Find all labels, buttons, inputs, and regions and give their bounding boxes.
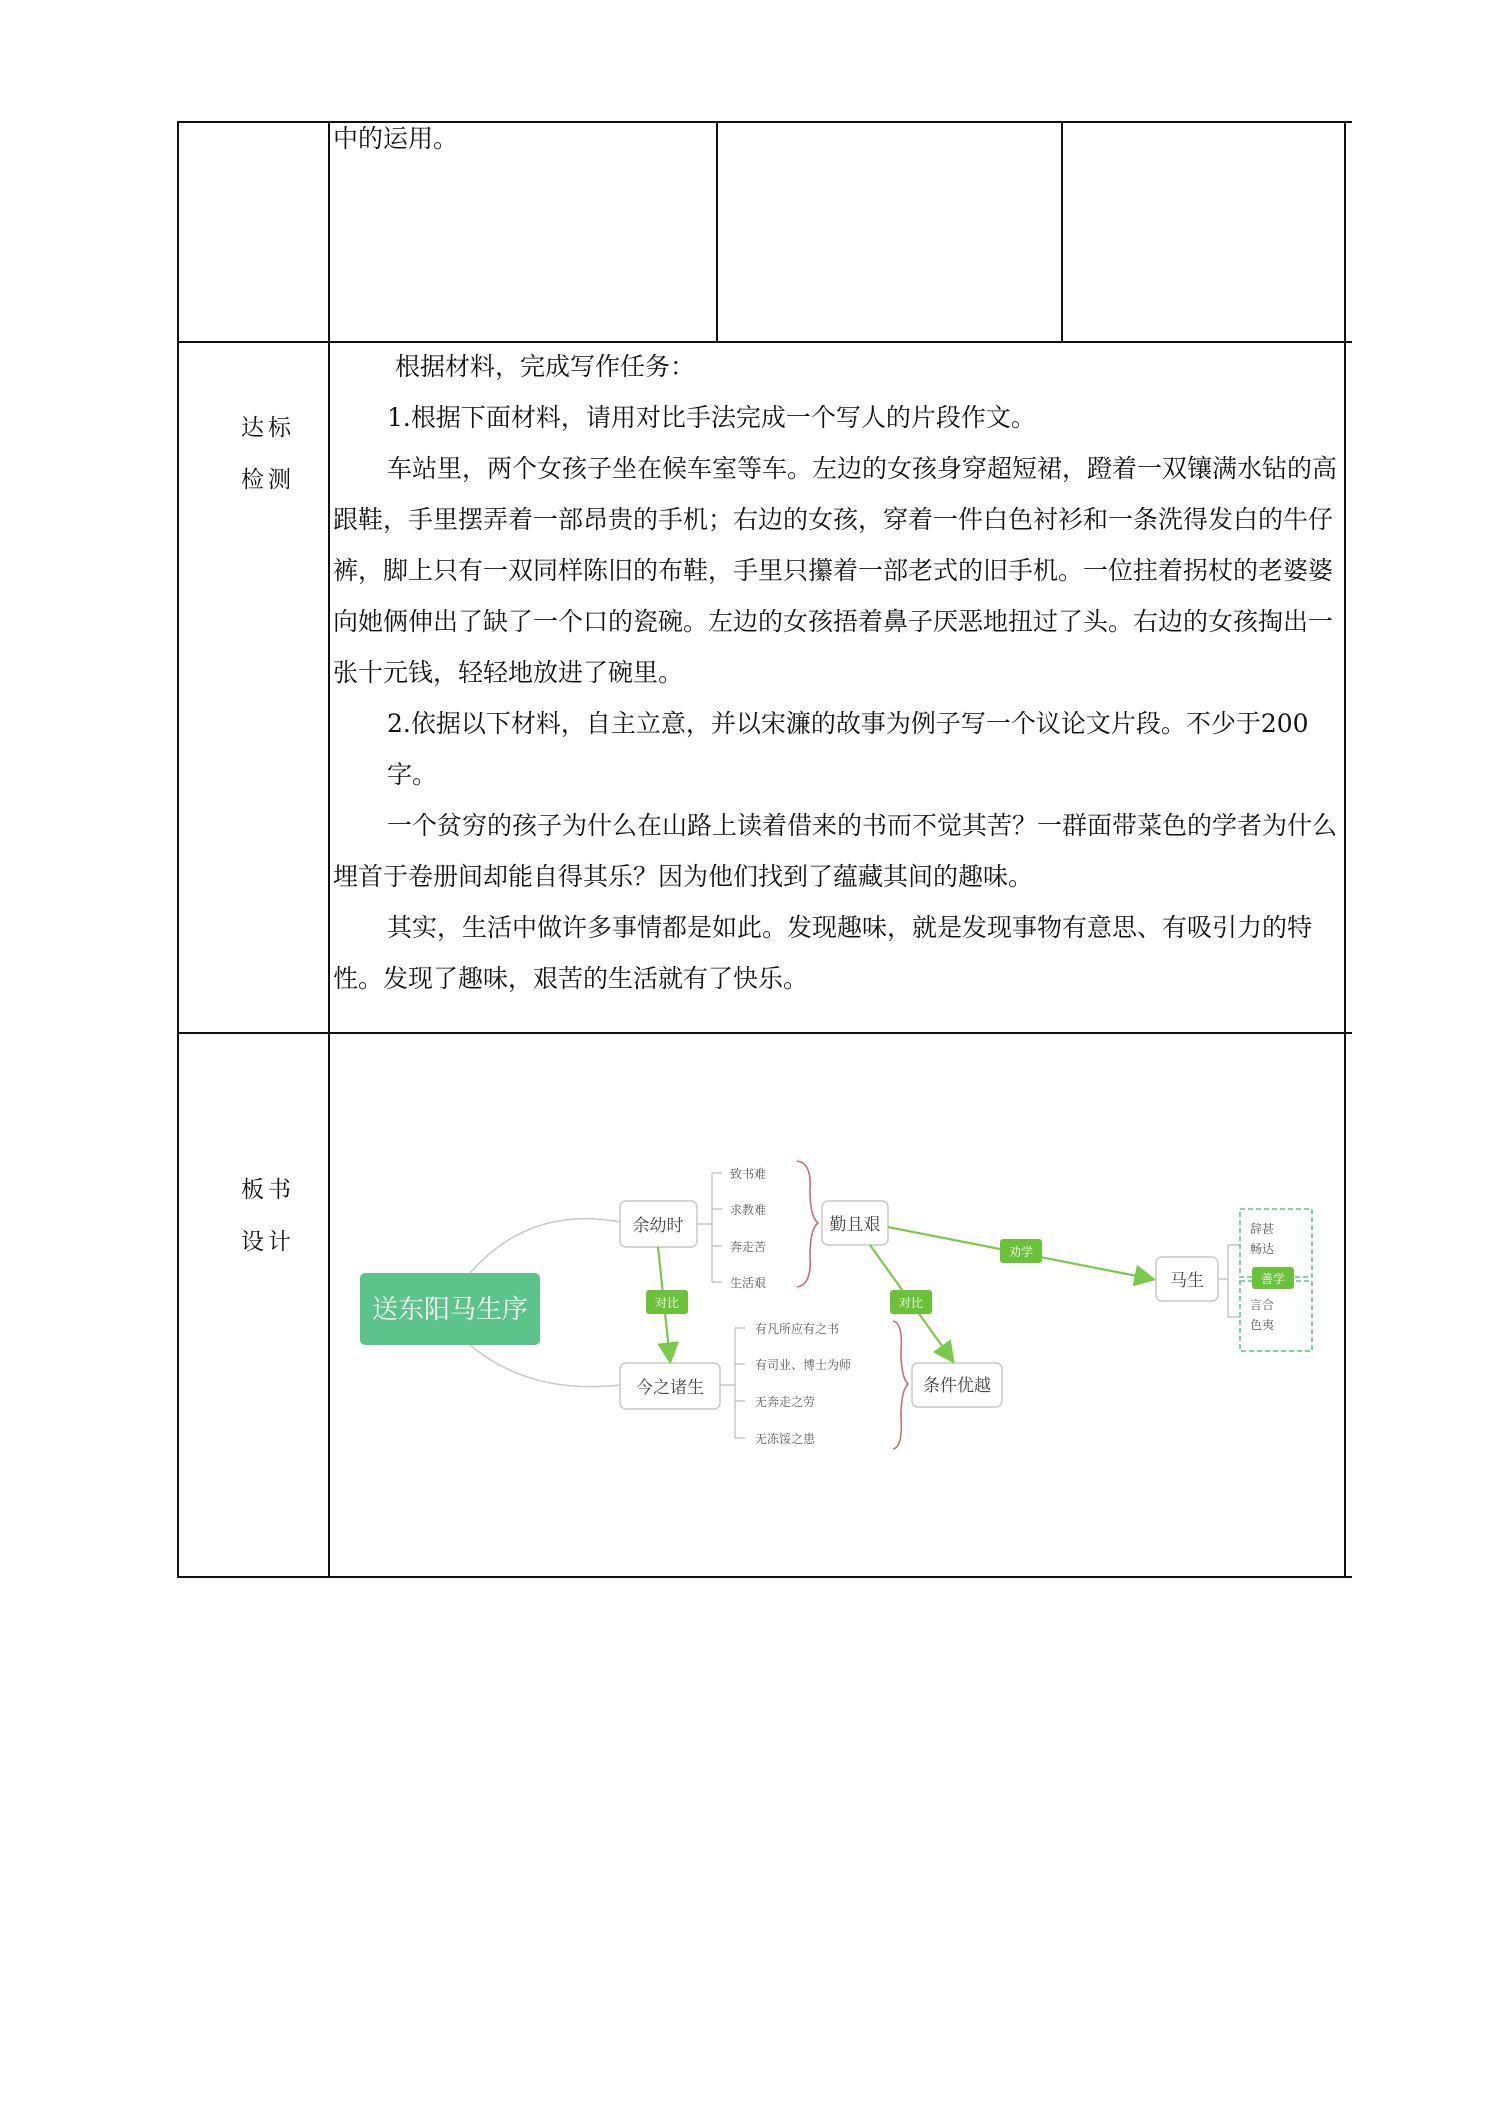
now-brace (893, 1321, 908, 1449)
past-brace (797, 1161, 818, 1287)
table-left-border (177, 121, 179, 1578)
past-items-connector (697, 1173, 722, 1282)
check-label-line1: 达标 (241, 415, 295, 441)
past-item-1: 致书难 (730, 1167, 767, 1181)
exhort-tag-label: 劝学 (1008, 1245, 1034, 1259)
contrast-tag-2-label: 对比 (898, 1296, 924, 1310)
task2-para1: 一个贫穷的孩子为什么在山路上读着借来的书而不觉其苦？一群面带菜色的学者为什么埋首于卷册间却能自得其乐？因为他们找到了蕴藏其间的趣味。 (333, 811, 1338, 891)
root-to-past-curve (470, 1219, 620, 1273)
ma-node-label: 马生 (1170, 1271, 1204, 1291)
diligent-node-label: 勤且艰 (829, 1215, 881, 1235)
now-item-3: 无奔走之劳 (755, 1395, 816, 1409)
contrast-tag-1-label: 对比 (654, 1296, 680, 1310)
past-node-label: 余幼时 (632, 1216, 684, 1236)
top-row-divider-a (716, 121, 718, 343)
good-learn-tag-label: 善学 (1260, 1272, 1286, 1286)
ma-item-top-1: 辞甚 (1250, 1222, 1275, 1236)
board-label-line2: 设计 (241, 1229, 295, 1255)
top-row-divider-b (1061, 121, 1063, 343)
now-node-label: 今之诸生 (636, 1378, 704, 1398)
check-content (333, 341, 1351, 1004)
ma-item-top-2: 畅达 (1250, 1242, 1275, 1256)
row-divider-2 (177, 1032, 1352, 1034)
ma-item-bottom-2: 色夷 (1250, 1318, 1275, 1332)
table-bottom-border (177, 1576, 1352, 1578)
board-row-label (178, 1164, 358, 1268)
check-row-label (178, 402, 358, 506)
board-label-line1: 板书 (241, 1177, 295, 1203)
root-node-label: 送东阳马生序 (371, 1295, 529, 1325)
now-items-connector (720, 1328, 745, 1438)
root-to-now-curve (470, 1345, 620, 1387)
task2-title: 2.依据以下材料，自主立意，并以宋濂的故事为例子写一个议论文片段。不少于200 (387, 709, 1309, 738)
now-item-1: 有凡所应有之书 (755, 1322, 840, 1336)
task1-material: 车站里，两个女孩子坐在候车室等车。左边的女孩身穿超短裙，蹬着一双镶满水钻的高跟鞋，手里摆弄着一部昂贵的手机；右边的女孩，穿着一件白色衬衫和一条洗得发白的牛仔裤，脚上只有一双同样陈旧的布鞋，手里只攥着一部老式的旧手机。一位拄着拐杖的老婆婆向她俩伸出了缺了一个口的瓷碗。左边的女孩捂着鼻子厌恶地扭过了头。右边的女孩掏出一张十元钱，轻轻地放进了碗里。 (333, 454, 1338, 687)
conditions-node-label: 条件优越 (923, 1376, 991, 1396)
ma-items-connector (1218, 1245, 1240, 1317)
now-item-4: 无冻馁之患 (755, 1432, 816, 1446)
ma-item-bottom-1: 言合 (1250, 1298, 1275, 1312)
past-item-4: 生活艰 (730, 1276, 767, 1290)
past-item-3: 奔走苦 (730, 1240, 767, 1254)
board-mindmap (360, 1145, 1330, 1475)
check-label-line2: 检测 (241, 467, 295, 493)
label-column-divider (328, 121, 330, 1578)
task2-para2: 其实，生活中做许多事情都是如此。发现趣味，就是发现事物有意思、有吸引力的特性。发现了趣味，艰苦的生活就有了快乐。 (333, 913, 1313, 993)
task2-title-cont: 字。 (387, 760, 438, 789)
ma-group-bottom (1240, 1281, 1312, 1351)
mindmap-svg (360, 1145, 1330, 1475)
top-row-text: 中的运用。 (333, 124, 459, 153)
now-item-2: 有司业、博士为师 (755, 1358, 852, 1372)
task-intro: 根据材料，完成写作任务： (395, 352, 696, 381)
task1-title: 1.根据下面材料，请用对比手法完成一个写人的片段作文。 (387, 403, 1036, 432)
past-item-2: 求教难 (730, 1203, 767, 1217)
